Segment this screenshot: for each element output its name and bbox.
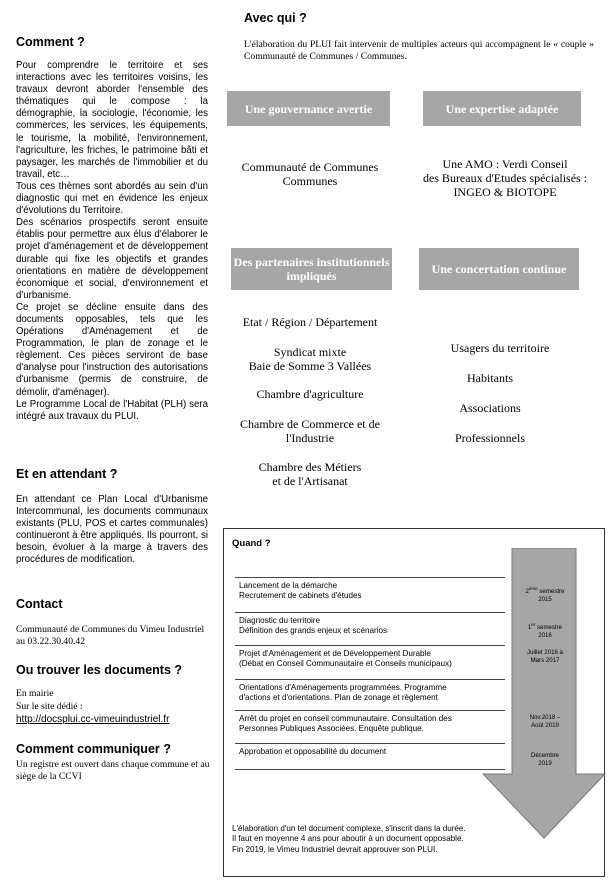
quand-footer [232,824,522,855]
step-label: Diagnostic du territoire [239,616,320,625]
heading-comment: Comment ? [16,35,85,49]
avec-qui-intro: L'élaboration du PLUI fait intervenir de multiples acteurs qui accompagnent le « couple » Communauté de Communes / Communes. [244,39,594,62]
heading-avec-qui: Avec qui ? [244,11,307,25]
step-date: Nov.2018 – Août 2019 [529,714,561,729]
gouvernance-text [225,160,395,188]
step-detail: Recrutement de cabinets d'études [239,591,362,601]
attente-body [16,494,208,567]
partenaire-item: Chambre des Métiers [258,460,362,474]
step-date: 2ème semestre 2015 [525,586,565,604]
step-label: Lancement de la démarche [239,581,338,590]
concertation-item: Professionnels [455,431,525,445]
step-label: Orientations d'Aménagements programmées. Programme [239,683,447,692]
gouvernance-line-2: Communes [282,174,338,188]
partenaire-item: Syndicat mixte [273,345,347,359]
step-detail: d'actions et d'orientations. Plan de zonage et règlement [239,693,438,703]
partenaire-item: et de l'Artisanat [272,474,348,488]
expertise-line-2: des Bureaux d'Etudes spécialisés : [422,171,588,185]
heading-communiquer: Comment communiquer ? [16,742,171,756]
concertation-item: Habitants [467,371,513,385]
box-partenaires: Des partenaires institutionnels impliqués [231,248,392,290]
documents-link[interactable]: http://docsplui.cc-vimeuindustriel.fr [16,714,170,725]
box-concertation: Une concertation continue [419,248,579,290]
comment-paragraph-1: Pour comprendre le territoire et ses interactions avec les territoires voisins, les travaux devront aborder l'ensemble des thématiques qui le compose : la démographie, la sociologie, l'économie, les commerces, les services, les équipements, le tourisme, la mobilité, l'environnement, l'agriculture, les friches, le patrimoine bâti et paysager, les marchés de l'immobilier et du travail, etc… [16,60,208,180]
expertise-line-1: Une AMO : Verdi Conseil [442,157,568,171]
concertation-item: Usagers du territoire [450,341,550,355]
heading-contact: Contact [16,597,63,611]
contact-text: Communauté de Communes du Vimeu Industriel au 03.22.30.40.42 [16,624,205,647]
footer-line: L'élaboration d'un tel document complexe, s'inscrit dans la durée. [232,824,466,833]
step-label: Approbation et opposabilité du document [239,747,387,756]
timeline-divider [235,769,505,770]
partenaire-item: Chambre de Commerce et de [240,417,380,431]
timeline-row [235,612,505,645]
step-detail: (Débat en Conseil Communautaire et Conseils municipaux) [239,659,452,669]
timeline-row [235,645,505,677]
concertation-item: Associations [459,401,521,415]
attente-paragraph: En attendant ce Plan Local d'Urbanisme Intercommunal, les documents communaux existants (PLU, POS et cartes communales) continueront à être appliqués. Ils pourront, si besoin, évoluer à la marge à travers des procédures de modification. [16,494,208,566]
timeline-row [235,679,505,711]
gouvernance-line-1: Communauté de Communes [241,160,379,174]
documents-line-2: Sur le site dédié : [16,701,83,712]
step-date: Juillet 2016 à Mars 2017 [527,649,563,664]
comment-paragraph-3: Des scénarios prospectifs seront ensuite établis pour permettre aux élus d'élaborer le projet d'aménagement et de développement durable qui fixe les objectifs et grandes orientations en matière de développement économique et social, d'environnement et d'urbanisme. [16,217,208,301]
step-detail: Personnes Publiques Associées. Enquête publique. [239,724,424,734]
partenaire-item: l'Industrie [285,431,335,445]
box-gouvernance: Une gouvernance avertie [227,91,390,126]
timeline-row [235,577,505,610]
heading-documents: Ou trouver les documents ? [16,663,183,677]
expertise-line-3: INGEO & BIOTOPE [453,185,557,199]
step-date: Décembre 2019 [530,752,560,767]
communiquer-text: Un registre est ouvert dans chaque commune et au siège de la CCVI [16,759,210,782]
timeline-row [235,710,505,742]
comment-paragraph-5: Le Programme Local de l'Habitat (PLH) sera intégré aux travaux du PLUI. [16,398,208,422]
footer-line: Il faut en moyenne 4 ans pour aboutir à un document opposable. [232,834,464,844]
step-label: Arrêt du projet en conseil communautaire. Consultation des [239,714,452,723]
documents-line-1: En mairie [16,688,54,699]
partenaire-item: Etat / Région / Département [242,315,378,329]
heading-quand: Quand ? [232,538,271,549]
partenaire-item: Baie de Somme 3 Vallées [248,359,372,373]
timeline-row [235,743,505,769]
heading-attente: Et en attendant ? [16,467,118,481]
comment-paragraph-4: Ce projet se décline ensuite dans des documents opposables, tels que les Opérations d'Aménagement et de Programmation, le plan de zonage et le règlement. Ces pièces serviront de base d'analyse pour l'instruction des autorisations d'urbanisme (permis de construire, de démolir, d'aménager). [16,301,208,398]
comment-paragraph-2: Tous ces thèmes sont abordés au sein d'un diagnostic qui met en évidence les enjeux d'évolutions du Territoire. [16,180,208,217]
step-label: Projet d'Aménagement et de Développement Durable [239,649,431,658]
expertise-text [395,157,611,199]
box-expertise: Une expertise adaptée [423,91,581,126]
step-detail: Définition des grands enjeux et scénarios [239,626,388,636]
step-date: 1er semestre 2016 [527,622,563,640]
comment-body [16,60,208,423]
partenaire-item: Chambre d'agriculture [256,387,364,401]
footer-line: Fin 2019, le Vimeu Industriel devrait approuver son PLUI. [232,844,438,854]
